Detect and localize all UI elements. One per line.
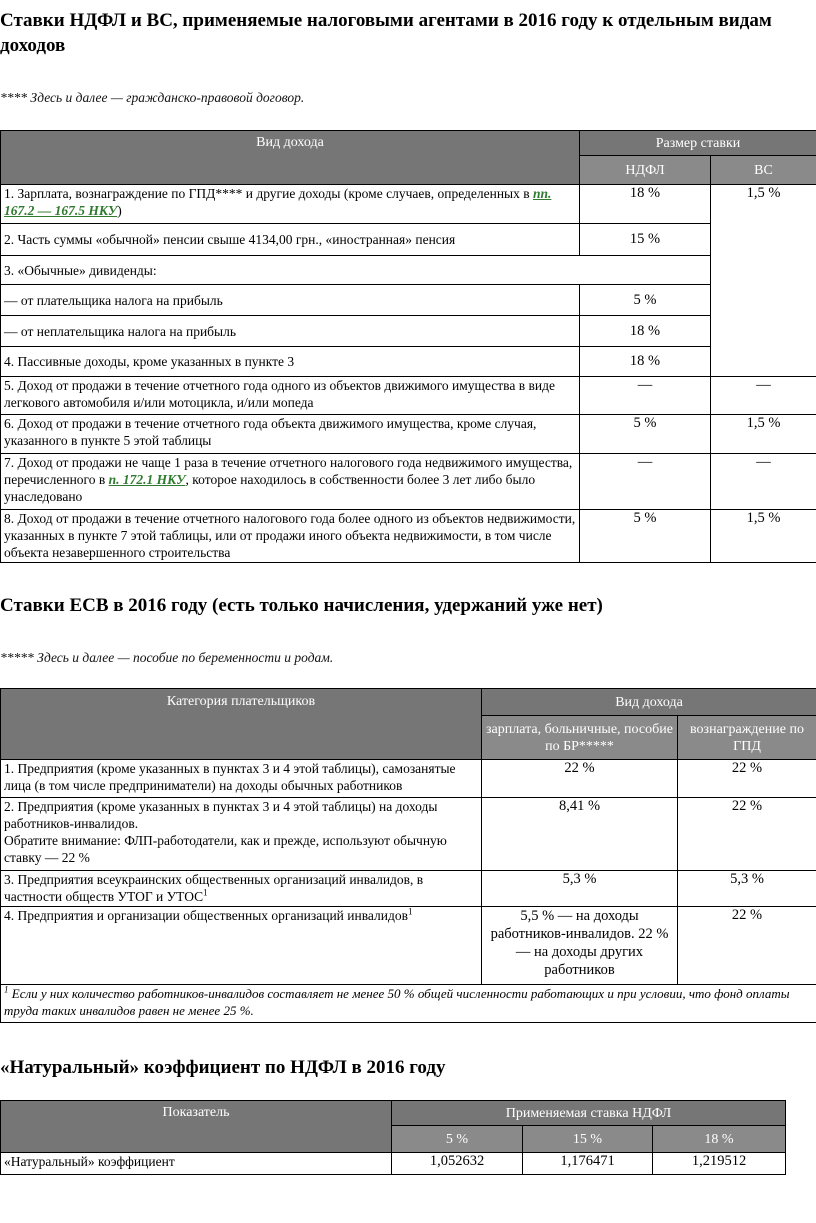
- table-row: [1, 256, 816, 285]
- row-text: 7. Доход от продажи не чаще 1 раза в течение отчетного налогового года недвижимого имущества, перечисленного в п. 172.1 НКУ, которое находилось в собственности более 3 лет либо было унаследовано: [1, 454, 580, 510]
- row-text: 3. Предприятия всеукраинских общественных организаций инвалидов, в частности обществ УТОГ и УТОС$^1$: [1, 871, 482, 907]
- col-header-5: 5 %: [392, 1126, 523, 1153]
- col-header-18: 18 %: [653, 1126, 786, 1153]
- table-row: [1, 185, 816, 224]
- section2-note: ***** Здесь и далее — пособие по беременности и родам.: [0, 650, 334, 665]
- link-pp-167-2[interactable]: пп. 167.2 — 167.5 НКУ: [4, 186, 552, 218]
- col-header-ndfl: НДФЛ: [580, 156, 711, 185]
- gpd-value: 22 %: [678, 907, 816, 985]
- row-text: 2. Предприятия (кроме указанных в пунктах 3 и 4 этой таблицы) на доходы работников-инвалидов. Обратите внимание: ФЛП-работодатели, как и прежде, используют обычную ставку — 22 %: [1, 798, 482, 871]
- salary-value: 5,5 % — на доходы работников-инвалидов. 22 % — на доходы других работников: [482, 907, 678, 985]
- section2-title: Ставки ЕСВ в 2016 году (есть только начисления, удержаний уже нет): [0, 595, 603, 616]
- col-header-income-type: Вид дохода: [482, 689, 816, 716]
- esv-rates-table: [0, 688, 816, 1023]
- footnote-text: $^1$ Если у них количество работников-инвалидов составляет не менее 50 % общей численности работающих и при условии, что фонд оплаты труда таких инвалидов равен не менее 25 %.: [1, 985, 816, 1023]
- natural-coefficient-table: [0, 1100, 786, 1175]
- value-15: 1,176471: [523, 1153, 653, 1175]
- ndfl-value: 18 %: [580, 185, 711, 224]
- row-text: 3. «Обычные» дивиденды:: [1, 256, 711, 285]
- section1-title: Ставки НДФЛ и ВС, применяемые налоговыми агентами в 2016 году к отдельным видам доходов: [0, 10, 772, 56]
- row-text: 8. Доход от продажи в течение отчетного налогового года более одного из объектов недвижимости, указанных в пункте 7 этой таблицы, или от продажи иного объекта недвижимости, в том числе объекта незавершенного строительства: [1, 510, 580, 563]
- col-header-applied-rate: Применяемая ставка НДФЛ: [392, 1101, 786, 1126]
- vs-value: —: [711, 377, 816, 415]
- col-header-15: 15 %: [523, 1126, 653, 1153]
- table-row: [1, 347, 816, 377]
- row-text: 4. Пассивные доходы, кроме указанных в пункте 3: [1, 347, 580, 377]
- col-header-indicator: Показатель: [1, 1101, 392, 1153]
- table-row: [1, 907, 816, 985]
- link-p-172-1[interactable]: п. 172.1 НКУ: [108, 472, 186, 487]
- section3-title: «Натуральный» коэффициент по НДФЛ в 2016 году: [0, 1057, 446, 1078]
- row-text: 5. Доход от продажи в течение отчетного года одного из объектов движимого имущества в виде легкового автомобиля и/или мотоцикла, и/или мопеда: [1, 377, 580, 415]
- ndfl-value: 5 %: [580, 510, 711, 563]
- table-row: [1, 224, 816, 256]
- ndfl-value: —: [580, 377, 711, 415]
- row-label: «Натуральный» коэффициент: [1, 1153, 392, 1175]
- value-5: 1,052632: [392, 1153, 523, 1175]
- table-row: [1, 377, 816, 415]
- row-text: 6. Доход от продажи в течение отчетного года объекта движимого имущества, кроме случая, указанного в пункте 5 этой таблицы: [1, 415, 580, 454]
- gpd-value: 22 %: [678, 760, 816, 798]
- gpd-value: 22 %: [678, 798, 816, 871]
- table-row: [1, 1153, 786, 1175]
- table-row: [1, 285, 816, 316]
- ndfl-value: 18 %: [580, 347, 711, 377]
- vs-value: 1,5 %: [711, 185, 816, 377]
- row-text: 1. Предприятия (кроме указанных в пунктах 3 и 4 этой таблицы), самозанятые лица (в том числе предприниматели) на доходы обычных работников: [1, 760, 482, 798]
- col-header-gpd: вознаграждение по ГПД: [678, 716, 816, 760]
- row-text: — от неплательщика налога на прибыль: [1, 316, 580, 347]
- row-text: 4. Предприятия и организации общественных организаций инвалидов$^1$: [1, 907, 482, 985]
- table-row: [1, 510, 816, 563]
- table-row: [1, 798, 816, 871]
- ndfl-value: 15 %: [580, 224, 711, 256]
- ndfl-vs-rates-table: [0, 130, 816, 563]
- salary-value: 22 %: [482, 760, 678, 798]
- gpd-value: 5,3 %: [678, 871, 816, 907]
- table-row: [1, 415, 816, 454]
- row-text: 1. Зарплата, вознаграждение по ГПД**** и другие доходы (кроме случаев, определенных в пп. 167.2 — 167.5 НКУ): [1, 185, 580, 224]
- table-row: [1, 871, 816, 907]
- ndfl-value: —: [580, 454, 711, 510]
- ndfl-value: 5 %: [580, 415, 711, 454]
- salary-value: 8,41 %: [482, 798, 678, 871]
- row-text: 2. Часть суммы «обычной» пенсии свыше 4134,00 грн., «иностранная» пенсия: [1, 224, 580, 256]
- col-header-salary: зарплата, больничные, пособие по БР*****: [482, 716, 678, 760]
- table-row: [1, 454, 816, 510]
- col-header-vs: ВС: [711, 156, 816, 185]
- col-header-rate: Размер ставки: [580, 131, 816, 156]
- ndfl-value: 5 %: [580, 285, 711, 316]
- vs-value: —: [711, 454, 816, 510]
- vs-value: 1,5 %: [711, 415, 816, 454]
- ndfl-value: 18 %: [580, 316, 711, 347]
- col-header-category: Категория плательщиков: [1, 689, 482, 760]
- salary-value: 5,3 %: [482, 871, 678, 907]
- vs-value: 1,5 %: [711, 510, 816, 563]
- col-header-income-type: Вид дохода: [1, 131, 580, 185]
- table-footnote: [1, 985, 816, 1023]
- value-18: 1,219512: [653, 1153, 786, 1175]
- table-row: [1, 760, 816, 798]
- row-text: — от плательщика налога на прибыль: [1, 285, 580, 316]
- table-row: [1, 316, 816, 347]
- section1-note: **** Здесь и далее — гражданско-правовой договор.: [0, 90, 305, 105]
